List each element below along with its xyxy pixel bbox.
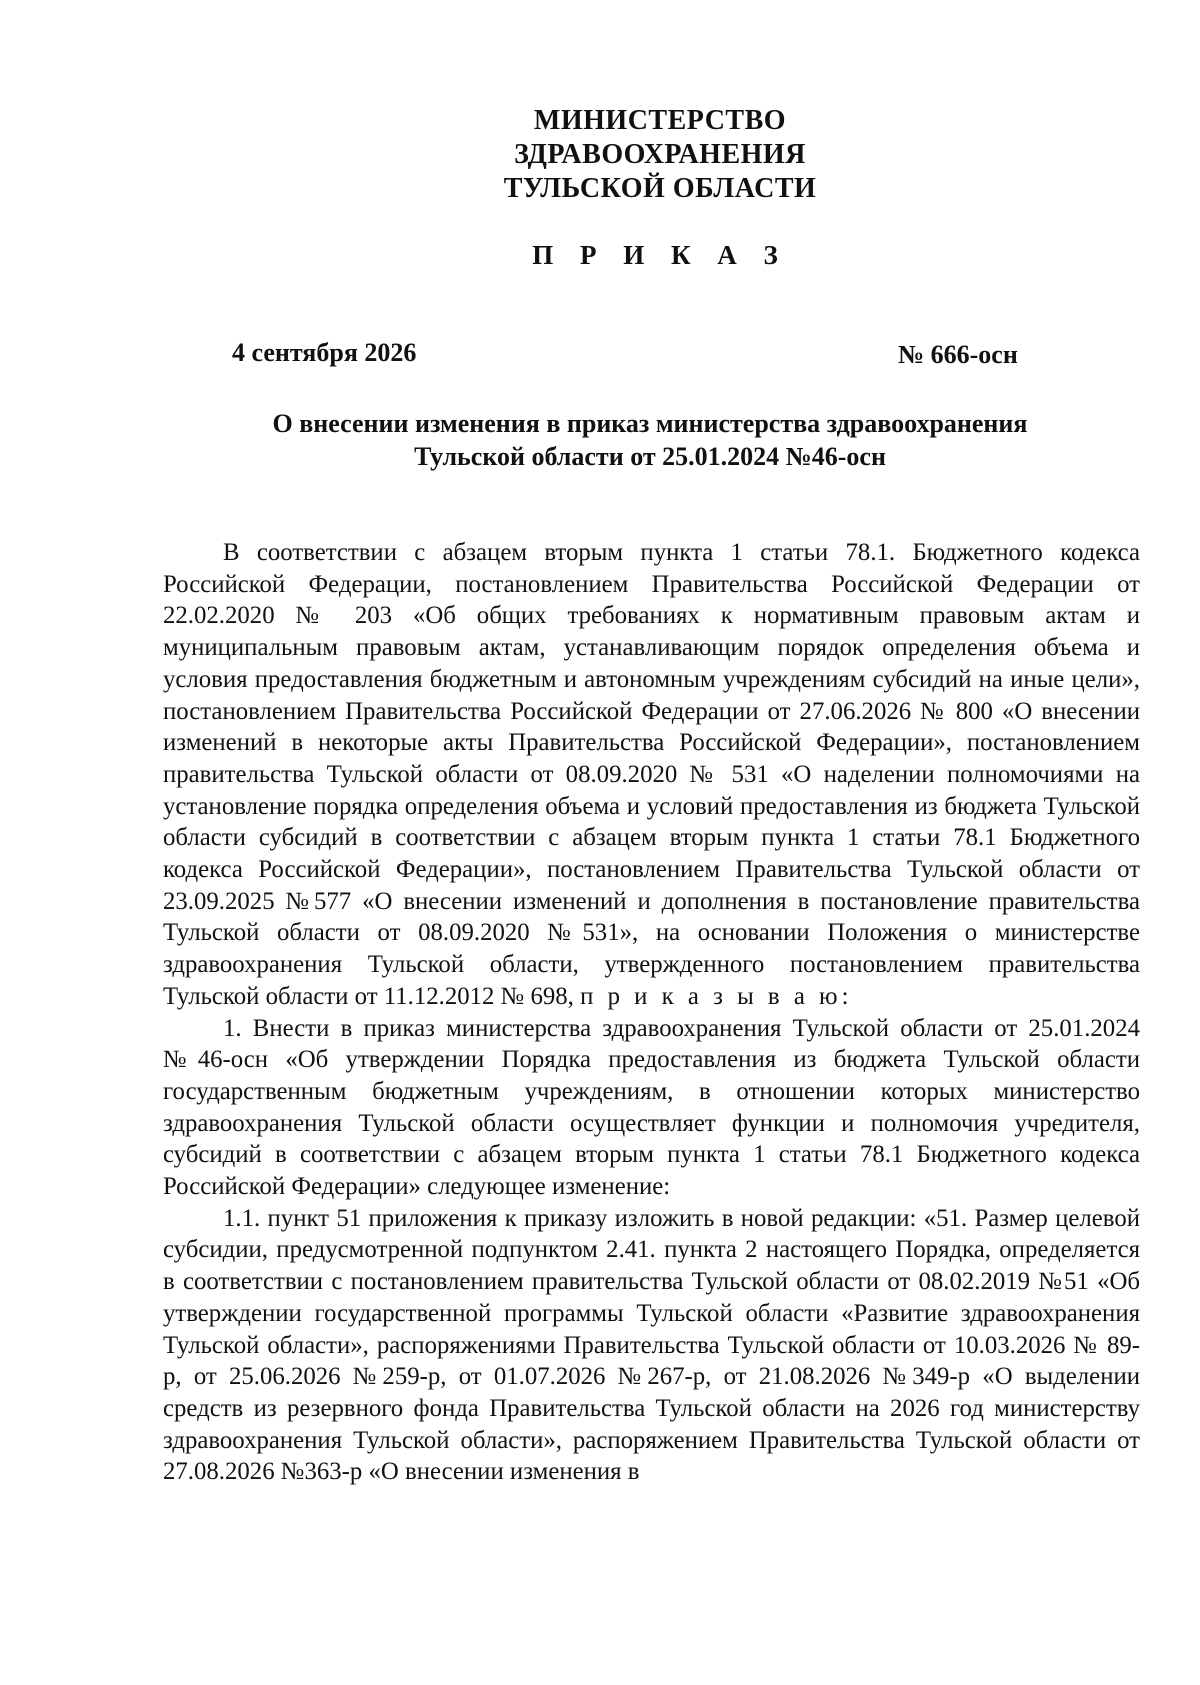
decree-word: п р и к а з ы в а ю:: [580, 982, 853, 1010]
ministry-header: [0, 104, 1200, 206]
document-subject: [180, 407, 1120, 473]
header-line-1: МИНИСТЕРСТВО: [533, 105, 787, 136]
preamble-text: В соответствии с абзацем вторым пункта 1 статьи 78.1. Бюджетного кодекса Российской Федерации, постановлением Правительства Российской Федерации от 22.02.2020 № 203 «Об общих требованиях к нормативным правовым актам и муниципальным правовым актам, устанавливающим порядок определения объема и условия предоставления бюджетным и автономным учреждениям субсидий на иные цели», постановлением Правительства Российской Федерации от 27.06.2026 № 800 «О внесении изменений в некоторые акты Правительства Российской Федерации», постановлением правительства Тульской области от 08.09.2020 № 531 «О наделении полномочиями на установление порядка определения объема и условий предоставления из бюджета Тульской области субсидий в соответствии с абзацем вторым пункта 1 статьи 78.1 Бюджетного кодекса Российской Федерации», постановлением Правительства Тульской области от 23.09.2025 №577 «О внесении изменений и дополнения в постановление правительства Тульской области от 08.09.2020 №531», на основании Положения о министерстве здравоохранения Тульской области, утвержденного постановлением правительства Тульской области от 11.12.2012 № 698,: [163, 539, 1140, 1010]
preamble-paragraph: [163, 537, 1140, 1013]
document-type-title: [0, 240, 1200, 271]
header-line-2: ЗДРАВООХРАНЕНИЯ: [514, 139, 806, 170]
header-line-3: ТУЛЬСКОЙ ОБЛАСТИ: [503, 173, 817, 204]
document-body: [163, 537, 1140, 1488]
document-number: № 666-осн: [898, 340, 1018, 369]
item-1-1-paragraph: 1.1. пункт 51 приложения к приказу изложить в новой редакции: «51. Размер целевой субсидии, предусмотренной подпунктом 2.41. пункта 2 настоящего Порядка, определяется в соответствии с постановлением правительства Тульской области от 08.02.2019 №51 «Об утверждении государственной программы Тульской области «Развитие здравоохранения Тульской области», распоряжениями Правительства Тульской области от 10.03.2026 № 89-р, от 25.06.2026 №259-р, от 01.07.2026 №267-р, от 21.08.2026 №349-р «О выделении средств из резервного фонда Правительства Тульской области на 2026 год министерству здравоохранения Тульской области», распоряжением Правительства Тульской области от 27.08.2026 №363-р «О внесении изменения в: [163, 1204, 1140, 1486]
document-date: 4 сентября 2026: [232, 338, 417, 367]
subject-line-1: О внесении изменения в приказ министерства здравоохранения: [272, 409, 1028, 438]
document-type-label: П Р И К А З: [532, 240, 788, 270]
subject-line-2: Тульской области от 25.01.2024 №46-осн: [414, 442, 886, 471]
item-1-paragraph: 1. Внести в приказ министерства здравоохранения Тульской области от 25.01.2024 №46-осн «Об утверждении Порядка предоставления из бюджета Тульской области государственным бюджетным учреждениям, в отношении которых министерство здравоохранения Тульской области осуществляет функции и полномочия учредителя, субсидий в соответствии с абзацем вторым пункта 1 статьи 78.1 Бюджетного кодекса Российской Федерации» следующее изменение:: [163, 1014, 1140, 1201]
